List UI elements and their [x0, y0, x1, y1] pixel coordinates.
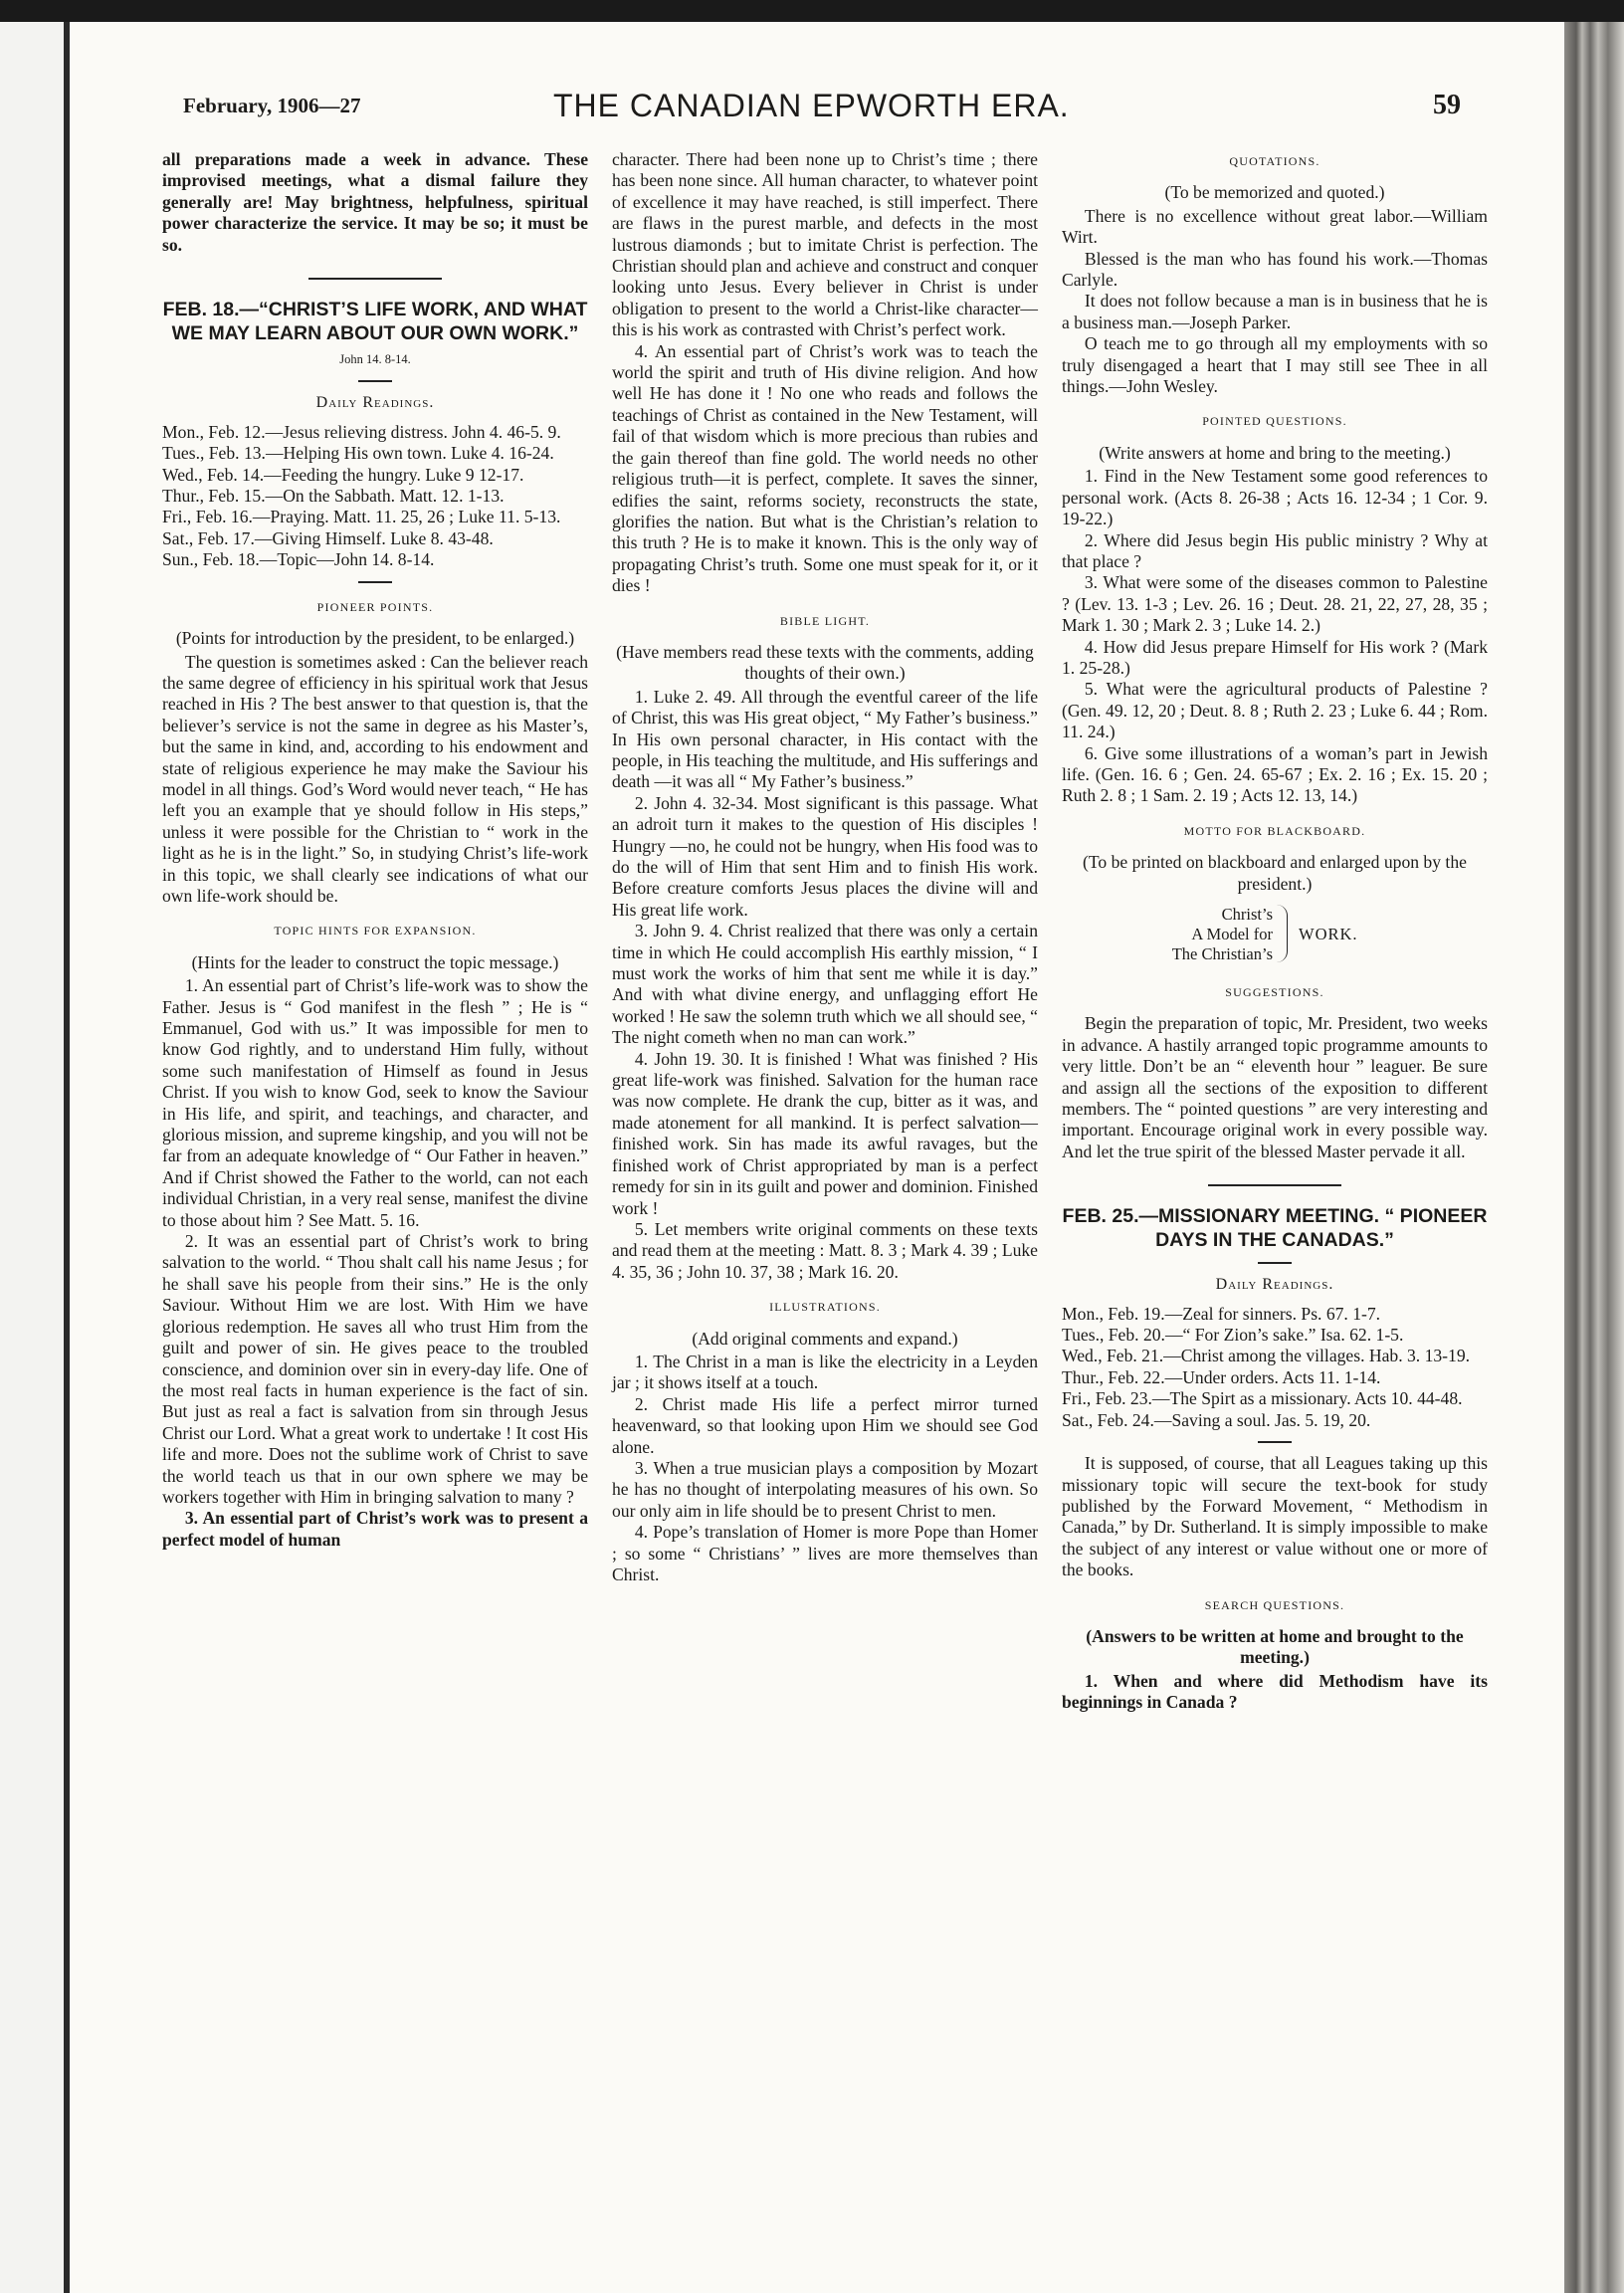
section-divider — [1208, 1184, 1341, 1186]
motto-brace — [1277, 905, 1288, 962]
reading-item: Mon., Feb. 19.—Zeal for sinners. Ps. 67. 1-7. — [1062, 1303, 1381, 1324]
intro-paragraph: all preparations made a week in advance. These improvised meetings, what a dismal failure they generally are! May brightness, helpfulness, spiritual power characterize the service. It may be so; it must be so. — [162, 149, 588, 255]
short-divider — [358, 380, 392, 382]
search-questions-heading: SEARCH QUESTIONS. — [1204, 1597, 1345, 1612]
quotations-heading: QUOTATIONS. — [1229, 154, 1320, 168]
reading-item: Thur., Feb. 22.—Under orders. Acts 11. 1-14. — [1062, 1366, 1381, 1387]
short-divider — [358, 581, 392, 583]
reading-item: Wed., Feb. 14.—Feeding the hungry. Luke 9 12-17. — [162, 464, 524, 485]
hint-3-continued: character. There had been none up to Christ’s time ; there has been none since. All human character, to whatever point of excellence it may have reached, is still imperfect. There are flaws in the purest marble, and defects in the most lustrous diamonds ; but to imitate Christ is perfection. The Christian should plan and achieve and construct and conquer looking unto Jesus. Every believer in Christ is under obligation to present to the world a Christ-like character—this is his work as contrasted with Christ’s perfect work. — [612, 149, 1038, 340]
motto-line: A Model for — [1191, 925, 1273, 943]
suggestions-text: Begin the preparation of topic, Mr. President, two weeks in advance. A hastily arranged topic programme amounts to very little. Don’t be an “ eleventh hour ” leaguer. Be sure and assign all the sections of the exposition to different members. The “ pointed questions ” are very interesting and important. Encourage original work in every possible way. And let the true spirit of the blessed Master pervade it all. — [1062, 1013, 1488, 1161]
magazine-title: THE CANADIAN EPWORTH ERA. — [553, 88, 1070, 123]
search-questions-note: (Answers to be written at home and brought to the meeting.) — [1086, 1625, 1464, 1668]
bible-light-item: 5. Let members write original comments on these texts and read them at the meeting : Matt. 8. 3 ; Mark 4. 39 ; Luke 4. 35, 36 ; John 10. 37, 38 ; Mark 16. 20. — [612, 1218, 1038, 1282]
quotation-item: There is no excellence without great labor.—William Wirt. — [1062, 205, 1488, 248]
pointed-questions-note: (Write answers at home and bring to the meeting.) — [1099, 442, 1451, 463]
quotation-item: It does not follow because a man is in business that he is a business man.—Joseph Parker. — [1062, 291, 1488, 332]
illustration-item: 3. When a true musician plays a composition by Mozart he has no thought of interpolating measures of his own. So our only aim in life should be to present Christ to men. — [612, 1457, 1038, 1521]
illustration-item: 2. Christ made His life a perfect mirror turned heavenward, so that looking upon Him we should see God alone. — [612, 1393, 1038, 1457]
bible-light-note: (Have members read these texts with the comments, adding thoughts of their own.) — [616, 641, 1034, 684]
pointed-question-item: 3. What were some of the diseases common to Palestine ? (Lev. 13. 1-3 ; Lev. 26. 16 ; Deut. 28. 21, 22, 27, 28, 35 ; Mark 1. 30 ; Mark 2. 3 ; Luke 14. 2.) — [1062, 572, 1488, 636]
bible-light-item: 1. Luke 2. 49. All through the eventful career of the life of Christ, this was His great object, “ My Father’s business.” In His own personal character, in His contact with the people, in His teaching the multitude, and His sufferings and death —it was all “ My Father’s business.” — [612, 686, 1038, 792]
pointed-question-item: 4. How did Jesus prepare Himself for His work ? (Mark 1. 25-28.) — [1062, 636, 1488, 678]
motto-heading: MOTTO FOR BLACKBOARD. — [1183, 823, 1366, 838]
quotations-note: (To be memorized and quoted.) — [1164, 182, 1385, 203]
column-1 — [162, 149, 588, 1551]
motto-word: WORK. — [1299, 925, 1358, 943]
page-number: 59 — [1433, 90, 1461, 120]
bible-light-item: 4. John 19. 30. It is finished ! What was finished ? His great life-work was finished. Salvation for the human race was now complete. He drank the cup, bitter as it was, and made atonement for all mankind. It is perfect salvation—finished work. Sin has made its awful ravages, but the finished work of Christ appropriated by man is a perfect remedy for sin in its guilt and power and dominion. Finished work ! — [612, 1048, 1038, 1218]
illustration-item: 1. The Christ in a man is like the electricity in a Leyden jar ; it shows itself at a touch. — [612, 1351, 1038, 1393]
scan-left-margin — [0, 22, 64, 2293]
illustrations-heading: ILLUSTRATIONS. — [769, 1300, 881, 1315]
illustrations-note: (Add original comments and expand.) — [692, 1328, 958, 1349]
column-3 — [1062, 149, 1488, 1714]
reading-item: Tues., Feb. 20.—“ For Zion’s sake.” Isa. 62. 1-5. — [1062, 1325, 1404, 1346]
daily-readings-heading: Daily Readings. — [315, 394, 435, 412]
reading-item: Mon., Feb. 12.—Jesus relieving distress. John 4. 46-5. 9. — [162, 421, 561, 442]
reading-item: Sat., Feb. 17.—Giving Himself. Luke 8. 43-48. — [162, 527, 494, 548]
book-page-edges — [1564, 22, 1624, 2293]
reading-item: Fri., Feb. 16.—Praying. Matt. 11. 25, 26 ; Luke 11. 5-13. — [162, 507, 561, 527]
reading-item: Tues., Feb. 13.—Helping His own town. Luke 4. 16-24. — [162, 443, 554, 464]
quotation-item: Blessed is the man who has found his work.—Thomas Carlyle. — [1062, 248, 1488, 291]
pointed-questions-heading: POINTED QUESTIONS. — [1202, 414, 1347, 429]
reading-item: Thur., Feb. 15.—On the Sabbath. Matt. 12. 1-13. — [162, 486, 505, 507]
pioneer-points-note: (Points for introduction by the president, to be enlarged.) — [175, 628, 575, 649]
reading-item: Fri., Feb. 23.—The Spirt as a missionary. Acts 10. 44-48. — [1062, 1388, 1463, 1409]
pointed-question-item: 6. Give some illustrations of a woman’s part in Jewish life. (Gen. 16. 6 ; Gen. 24. 65-67 ; Ex. 2. 16 ; Ex. 15. 20 ; Ruth 2. 8 ; 1 Sam. 2. 19 ; Acts 12. 13, 14.) — [1062, 742, 1488, 806]
page-header — [183, 88, 1477, 127]
short-divider — [1258, 1441, 1292, 1443]
section-divider — [308, 278, 442, 280]
bible-light-item: 3. John 9. 4. Christ realized that there was only a certain time in which He could accomplish His earthly mission, “ I must work the works of him that sent me while it is day.” And with what divine energy, and unflagging effort He worked ! He saw the solemn truth which we all should see, “ The night cometh when no man can work.” — [612, 921, 1038, 1048]
topic-hints-heading: TOPIC HINTS FOR EXPANSION. — [274, 924, 477, 938]
reading-item: Sun., Feb. 18.—Topic—John 14. 8-14. — [162, 549, 435, 570]
motto-line: Christ’s — [1221, 905, 1273, 924]
motto-note: (To be printed on blackboard and enlarged upon by the president.) — [1083, 852, 1467, 894]
topic-scripture-ref: John 14. 8-14. — [339, 352, 411, 367]
hint-paragraph: 2. It was an essential part of Christ’s work to bring salvation to the world. “ Thou shalt call his name Jesus ; for he shall save his people from their sins.” He is the only Saviour. Without Him we are lost. With Him we have glorious redemption. He saves all who trust Him from the guilt and power of sin. He gives peace to the troubled conscience, and dominion over sin in every-day life. One of the most real facts in human experience is the fact of sin. But just as real a fact is salvation from sin through Jesus Christ our Lord. What a great work to undertake ! It cost His life and more. Does not the sublime work of Christ to save the world teach us that in our own sphere we may be workers together with Him in bringing salvation to many ? — [162, 1231, 588, 1507]
scan-top-border — [0, 0, 1624, 22]
reading-item: Wed., Feb. 21.—Christ among the villages. Hab. 3. 13-19. — [1062, 1346, 1471, 1366]
topic-heading-feb-18: FEB. 18.—“CHRIST’S LIFE WORK, AND WHAT WE MAY LEARN ABOUT OUR OWN WORK.” — [162, 299, 588, 345]
pointed-question-item: 1. Find in the New Testament some good references to personal work. (Acts 8. 26-38 ; Acts 16. 12-34 ; 1 Cor. 9. 19-22.) — [1062, 466, 1488, 529]
bible-light-heading: BIBLE LIGHT. — [779, 613, 871, 628]
pioneer-points-heading: PIONEER POINTS. — [316, 599, 434, 614]
hint-paragraph: 3. An essential part of Christ’s work was to present a perfect model of human — [162, 1508, 588, 1550]
topic-heading-feb-25: FEB. 25.—MISSIONARY MEETING. “ PIONEER DAYS IN THE CANADAS.” — [1062, 1205, 1488, 1252]
issue-date: February, 1906—27 — [183, 94, 361, 117]
bible-light-item: 2. John 4. 32-34. Most significant is this passage. What an adroit turn it makes to the question of His disciples ! Hungry —no, he could not be hungry, when His food was to do the will of Him that sent Him and to finish His work. Before creature comforts Jesus places the divine will and His great life work. — [612, 792, 1038, 920]
pointed-question-item: 2. Where did Jesus begin His public ministry ? Why at that place ? — [1062, 529, 1488, 571]
blackboard-motto — [1062, 905, 1488, 968]
topic-hints-note: (Hints for the leader to construct the topic message.) — [191, 951, 559, 972]
missionary-text: It is supposed, of course, that all Leagues taking up this missionary topic will secure the text-book for study published by the Forward Movement, “ Methodism in Canada,” by Dr. Sutherland. It is simply impossible to make the subject of any interest or value without one or more of the books. — [1062, 1453, 1488, 1580]
search-question-item: 1. When and where did Methodism have its beginnings in Canada ? — [1062, 1670, 1488, 1713]
daily-readings-heading: Daily Readings. — [1215, 1276, 1334, 1294]
pointed-question-item: 5. What were the agricultural products of Palestine ? (Gen. 49. 12, 20 ; Deut. 8. 8 ; Ruth 2. 23 ; Luke 6. 44 ; Rom. 11. 24.) — [1062, 679, 1488, 742]
quotation-item: O teach me to go through all my employments with so truly disengaged a heart that I may still see Thee in all things.—John Wesley. — [1062, 333, 1488, 397]
reading-item: Sat., Feb. 24.—Saving a soul. Jas. 5. 19, 20. — [1062, 1409, 1371, 1430]
pioneer-points-text: The question is sometimes asked : Can the believer reach the same degree of efficiency in his spiritual work that Jesus reached in His ? The best answer to that question is, that the believer’s service is not the same in degree as his Master’s, but the same in kind, and, according to his endowment and state of religious experience he may make the Saviour his model in all things. God’s Word would never teach, “ He has left you an example that ye should follow in His steps,” unless it were possible for the Christian to “ work in the light as he is in the light.” So, in studying Christ’s life-work in this topic, we shall clearly see indications of what our own life-work should be. — [162, 651, 588, 906]
hint-paragraph: 1. An essential part of Christ’s life-work was to show the Father. Jesus is “ God manifest in the flesh ” ; He is “ Emmanuel, God with us.” It was impossible for men to know God rightly, and to understand Him fully, without some such manifestation of Himself as found in Jesus Christ. If you wish to know God, seek to know the Saviour in His life, and spirit, and teachings, and character, and glorious mission, and supreme kingship, and you will not be far from an adequate knowledge of “ Our Father in heaven.” And if Christ showed the Father to the world, can not each individual Christian, in a very real sense, manifest the divine to those about him ? See Matt. 5. 16. — [162, 975, 588, 1230]
motto-line: The Christian’s — [1171, 944, 1273, 963]
suggestions-heading: SUGGESTIONS. — [1225, 985, 1324, 999]
hint-paragraph: 4. An essential part of Christ’s work was to teach the world the spirit and truth of His divine religion. And how well He has done it ! No one who reads and follows the teachings of Christ as contained in the New Testament, will fail of that wisdom which is more precious than rubies and the gain thereof than fine gold. The world needs no other religious truth—it is perfect, complete. It saves the sinner, edifies the saint, reforms society, reconstructs the state, glorifies the nation. But what is the Christian’s relation to this truth ? He is to make it known. This is the only way of propagating Christ’s truth. Some one must speak for it, or it dies ! — [612, 340, 1038, 596]
illustration-item: 4. Pope’s translation of Homer is more Pope than Homer ; so some “ Christians’ ” lives are more themselves than Christ. — [612, 1522, 1038, 1584]
short-divider — [1258, 1262, 1292, 1264]
motto-lines — [1123, 905, 1273, 964]
column-2 — [612, 149, 1038, 1585]
